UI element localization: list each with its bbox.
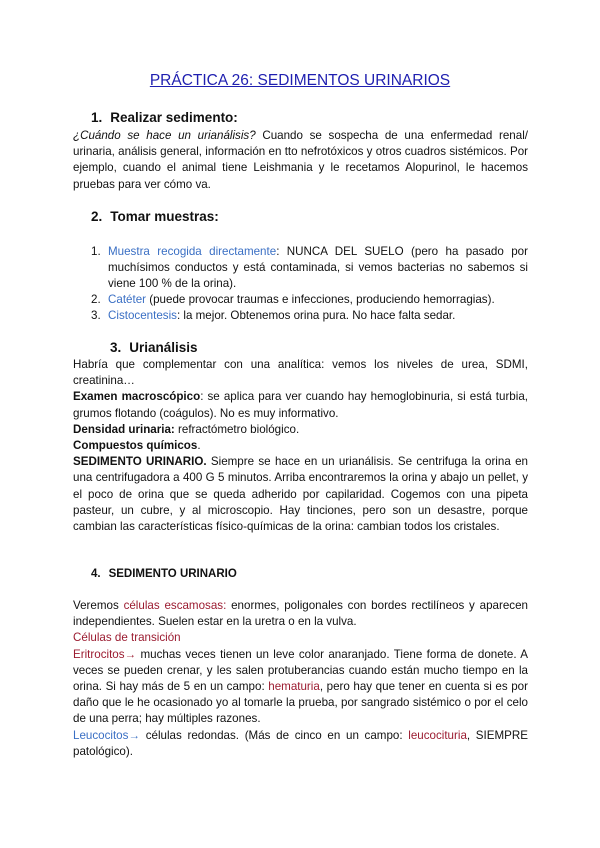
macroscopic-text: : se aplica para ver cuando hay hemoglobinuria, si está turbia, grumos flotando (coágulos). No es muy informativo. (73, 390, 528, 420)
section-1-paragraph (73, 128, 528, 193)
sediment-label: SEDIMENTO URINARIO. (73, 455, 207, 469)
section-4-number: 4. (91, 568, 101, 580)
list-item (91, 292, 528, 308)
section-4-body (73, 598, 528, 760)
erythrocytes (73, 647, 528, 728)
page-title: PRÁCTICA 26: SEDIMENTOS URINARIOS (149, 72, 451, 89)
squamous-pre: Veremos (73, 599, 124, 612)
squamous-term: células escamosas: (123, 599, 227, 612)
density-text: refractómetro biológico. (174, 422, 300, 436)
leukocytes-text-end: , SIEMPRE patológico). (73, 728, 528, 758)
erythrocytes-term: Eritrocitos→ (73, 647, 137, 661)
squamous-text: enormes, poligonales con bordes rectilíneos y aparecen independientes. Suelen estar en la uretra o en la vulva. (73, 599, 528, 629)
list-item-number: 1. (91, 245, 101, 258)
leukocytes-term: Leucocitos→ (73, 728, 141, 742)
erythrocytes-text-end: , pero hay que tener en cuenta si es por daño que le he ocasionado yo al tomarle la prueba, por sangrado sistémico o por el celo de una perra; hay múltiples razones. (73, 680, 528, 726)
leucocituria-term: leucocituria (408, 728, 467, 742)
chemical-label: Compuestos químicos (73, 439, 198, 453)
section-2-title: Tomar muestras: (110, 209, 219, 224)
urianalisis-question: ¿Cuándo se hace un urianálisis? (73, 129, 256, 142)
list-item (91, 244, 528, 293)
section-1-number: 1. (91, 110, 103, 125)
list-item-text: : la mejor. Obtenemos orina pura. No hace falta sedar. (176, 309, 456, 322)
list-item-text: (puede provocar traumas e infecciones, produciendo hemorragias). (146, 293, 495, 306)
section-4-heading (91, 568, 237, 580)
macroscopic-exam (73, 389, 528, 421)
sediment-text: Siempre se hace en un urianálisis. Se centrifuga la orina en una centrifugadora a 400 G 5 minutos. Arriba encontraremos la orina y abajo un pellet, y el poco de orina que se queda adherido por capilaridad. Cogemos con una pipeta pasteur, un cubre, y al microscopio. Hay tinciones, pero son un desastre, porque cambian las características físico-químicas de la orina: cambian todos los cristales. (73, 455, 528, 534)
list-item-term: Catéter (108, 293, 147, 306)
chemical-text: . (197, 439, 201, 453)
section-1-text: Cuando se sospecha de una enfermedad renal/ urinaria, análisis general, información en tto nefrotóxicos y otros cuadros sistémicos. Por ejemplo, cuando el animal tiene Leishmania y le recetamos Alopurinol, le hacemos pruebas para ver cómo va. (73, 129, 528, 191)
section-4-title: SEDIMENTO URINARIO (108, 568, 237, 580)
section-2-heading (91, 209, 219, 224)
section-3-title: Urianálisis (129, 340, 198, 355)
section-3-body (73, 357, 528, 535)
section-3-intro: Habría que complementar con una analítica: vemos los niveles de urea, SDMI, creatinina… (73, 358, 528, 388)
leukocytes-text: células redondas. (Más de cinco en un campo: (140, 728, 409, 742)
leukocytes (73, 728, 528, 760)
transition-cells: Células de transición (73, 631, 181, 645)
erythrocytes-text: muchas veces tienen un leve color anaranjado. Tiene forma de donete. A veces se pueden crenar, y les salen protuberancias cuando están mucho tiempo en la orina. Si hay más de 5 en un campo: (73, 647, 528, 694)
hematuria-term: hematuria (268, 680, 320, 694)
list-item-number: 3. (91, 309, 101, 322)
urine-density (73, 422, 528, 438)
list-item-term: Cistocentesis (108, 309, 177, 322)
section-3-heading (110, 340, 198, 355)
section-2-number: 2. (91, 209, 103, 224)
list-item-term: Muestra recogida directamente (108, 245, 277, 258)
section-3-number: 3. (110, 340, 122, 355)
list-item-text: : NUNCA DEL SUELO (pero ha pasado por muchísimos conductos y está contaminada, si vemos bacterias no sabemos si viene 100 % de la orina). (108, 245, 528, 291)
section-1-title: Realizar sedimento: (110, 110, 238, 125)
urinary-sediment (73, 454, 528, 535)
list-item-number: 2. (91, 293, 101, 306)
list-item (91, 308, 528, 324)
squamous-cells (73, 598, 528, 630)
density-label: Densidad urinaria: (73, 422, 175, 436)
section-1-heading (91, 110, 238, 125)
chemical-compounds (73, 438, 528, 454)
macroscopic-label: Examen macroscópico (73, 390, 201, 404)
